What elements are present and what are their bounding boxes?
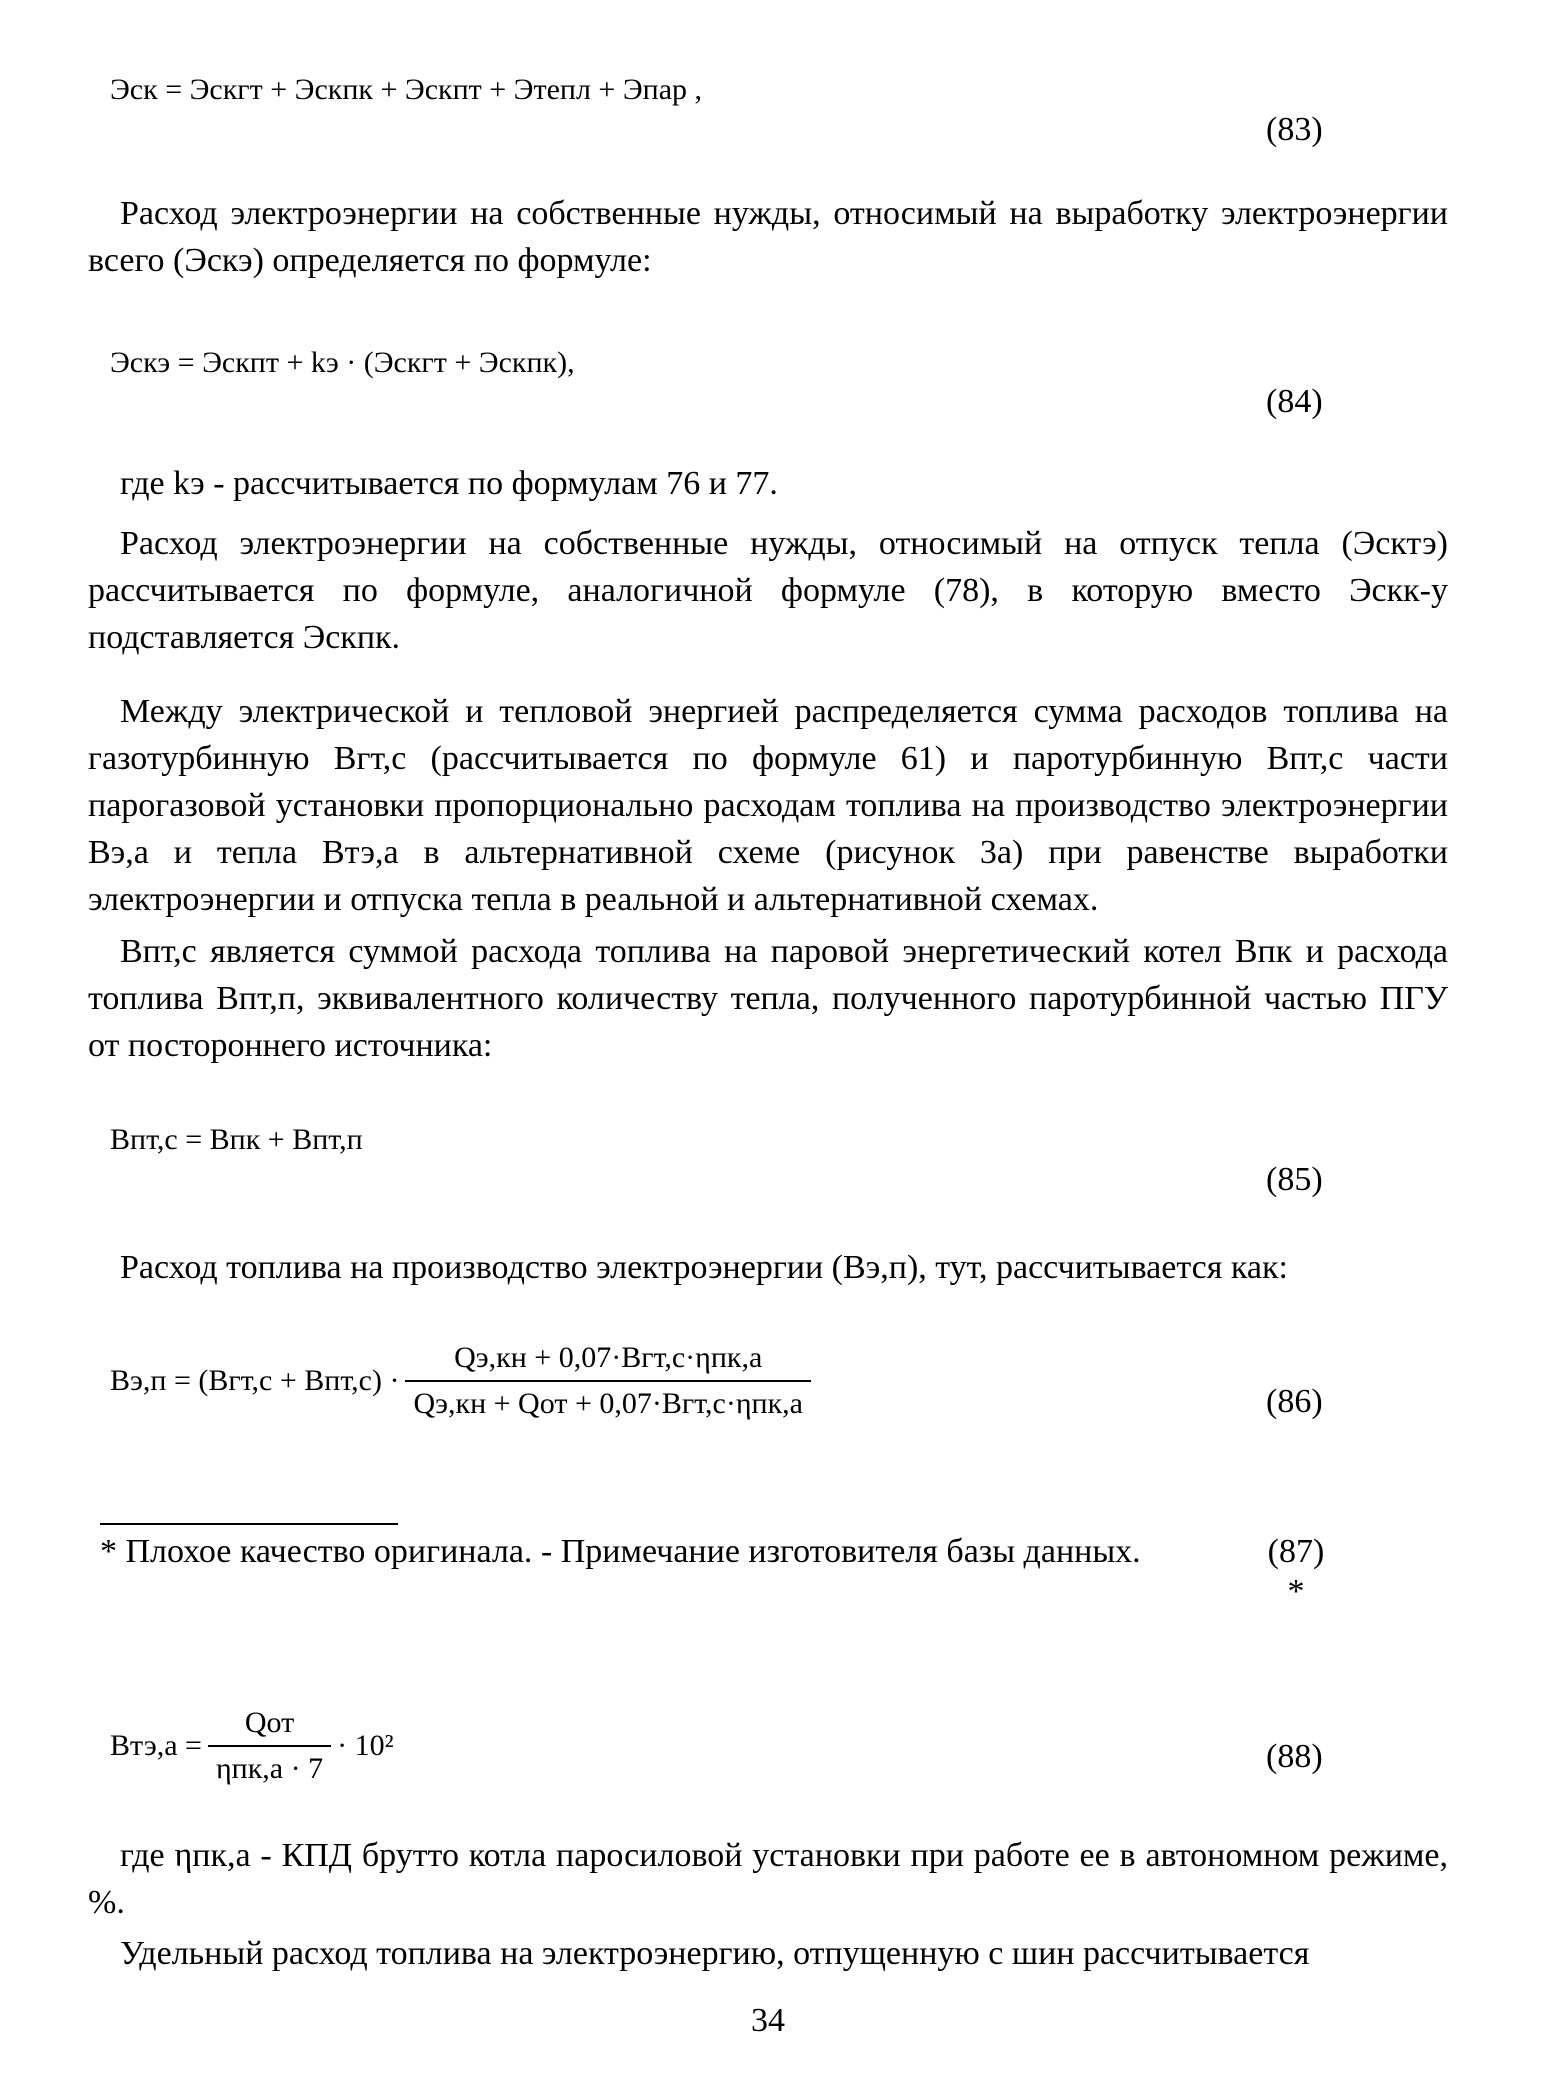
- formula-number-85: (85): [1266, 1161, 1323, 1198]
- paragraph-where-eta: где ηпк,а - КПД брутто котла паросиловой установки при работе ее в автономном режиме, %.: [88, 1837, 1448, 1921]
- formula-number-86: (86): [1266, 1383, 1323, 1420]
- formula-86-denominator: Qэ,кн + Qот + 0,07·Bгт,с·ηпк,а: [413, 1387, 803, 1420]
- formula-number-88: (88): [1266, 1738, 1323, 1775]
- formula-86-numerator: Qэ,кн + 0,07·Bгт,с·ηпк,а: [405, 1340, 811, 1382]
- paragraph-fuel-distribution: Между электрической и тепловой энергией распределяется сумма расходов топлива на газотурбинную Bгт,с (рассчитывается по формуле 61) и паротурбинную Bпт,с части парогазовой установки пропорционально расходам топлива на производство электроэнергии Bэ,а и тепла Bтэ,а в альтернативной схеме (рисунок 3а) при равенстве выработки электроэнергии и отпуска тепла в реальной и альтернативной схемах.: [88, 693, 1448, 918]
- formula-86-fraction: [405, 1340, 811, 1422]
- paragraph-specific-fuel: Удельный расход топлива на электроэнергию, отпущенную с шин рассчитывается: [120, 1935, 1310, 1972]
- footnote-rule: [100, 1523, 398, 1525]
- page-number: 34: [751, 2002, 785, 2039]
- formula-88-numerator: Qот: [208, 1705, 331, 1747]
- formula-84: Эскэ = Эскпт + kэ · (Эскгт + Эскпк),: [110, 346, 575, 379]
- paragraph-where-k: где kэ - рассчитывается по формулам 76 и 77.: [120, 465, 778, 502]
- formula-85: Bпт,с = Bпк + Bпт,п: [110, 1123, 363, 1156]
- formula-86-left: Bэ,п = (Bгт,с + Bпт,с) ·: [110, 1364, 400, 1397]
- formula-83: Эск = Эскгт + Эскпк + Эскпт + Этепл + Эпар ,: [110, 73, 703, 106]
- paragraph-own-needs-electricity: Расход электроэнергии на собственные нужды, относимый на выработку электроэнергии всего (Эскэ) определяется по формуле:: [88, 195, 1448, 279]
- formula-88-denominator: ηпк,а · 7: [215, 1752, 324, 1785]
- document-page: [88, 0, 1448, 2088]
- formula-number-84: (84): [1266, 383, 1323, 420]
- formula-87-mark: *: [1287, 1573, 1305, 1610]
- formula-number-87: (87): [1267, 1533, 1325, 1570]
- footnote-text: * Плохое качество оригинала. - Примечание изготовителя базы данных.: [100, 1533, 1141, 1570]
- formula-88-fraction: [208, 1705, 331, 1787]
- formula-88: [110, 1705, 394, 1787]
- paragraph-heat-own-needs: Расход электроэнергии на собственные нужды, относимый на отпуск тепла (Эсктэ) рассчитывается по формуле, аналогичной формуле (78), в которую вместо Эскк-у подставляется Эскпк.: [88, 525, 1448, 656]
- formula-number-83: (83): [1266, 111, 1323, 148]
- formula-88-left: Bтэ,а =: [110, 1729, 202, 1762]
- paragraph-electricity-fuel: Расход топлива на производство электроэнергии (Bэ,п), тут, рассчитывается как:: [120, 1249, 1288, 1286]
- formula-88-right: · 10²: [337, 1729, 394, 1762]
- paragraph-steam-turbine-fuel: Bпт,с является суммой расхода топлива на паровой энергетический котел Bпк и расхода топлива Bпт,п, эквивалентного количеству тепла, полученного паротурбинной частью ПГУ от постороннего источника:: [88, 933, 1448, 1064]
- formula-86: [110, 1340, 817, 1422]
